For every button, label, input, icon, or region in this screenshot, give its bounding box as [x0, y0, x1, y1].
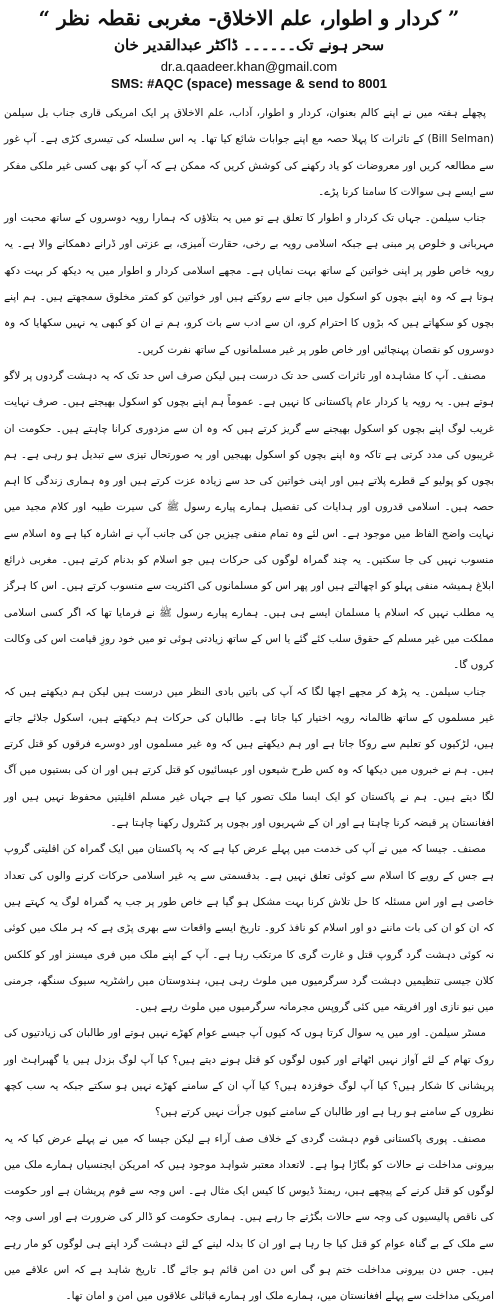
- author-email: dr.a.qaadeer.khan@gmail.com: [160, 59, 338, 74]
- article-paragraph: مصنف۔ آپ کا مشاہدہ اور تاثرات کسی حد تک درست ہیں لیکن صرف اس حد تک کہ یہ دہشت گردوں پر لاگو ہوتے ہیں۔ یہ رویہ یا کردار عام پاکستانی کا نہیں ہے۔ عموماً ہم اپنے بچوں کو اسکول بھیجتے ہیں۔ صرف نہایت غریب لوگ اپنے بچوں کو اسکول بھیجنے سے گریز کرتے ہیں کہ وہ ان سے مزدوری کرانا چاہتے ہیں۔ حکومت ان غریبوں کی مدد کرتی ہے تاکہ وہ اپنے بچوں کو اسکول بھیجیں اور یہ صورتحال تیزی سے تبدیل ہو رہی ہے۔ ہم بچوں کو پولیو کے قطرے پلاتے ہیں اور اپنی خواتین کی حد سے زیادہ عزت کرتے ہیں اور وہ ہماری زندگی کا اہم حصہ ہیں۔ اسلامی قدروں اور ہدایات کی تفصیل ہمارے پیارے رسول ﷺ کی سیرت طیبہ اور کلام مجید میں نہایت واضح الفاظ میں موجود ہے۔ اس لئے وہ تمام منفی چیزیں جن کی جانب آپ نے اشارہ کیا ہے وہ اسلام سے منسوب نہیں کی جا سکتیں۔ یہ چند گمراہ لوگوں کی حرکات ہیں جو اسلام کو بدنام کرتے ہیں۔ مغربی ذرائع ابلاغ ہمیشہ منفی پہلو کو اچھالتے ہیں اور پھر اس کو مسلمانوں کی اکثریت سے منسوب کرتے ہیں۔ اس کا ہرگز یہ مطلب نہیں کہ اسلام یا مسلمان ایسے ہی ہیں۔ ہمارے پیارے رسول ﷺ نے فرمایا تھا کہ اگر کسی اسلامی مملکت میں غیر مسلم کے حقوق سلب کئے گئے یا اس کے ساتھ زیادتی ہوئی تو میں خود روزِ قیامت اس کی وکالت کروں گا۔: [4, 369, 494, 672]
- article-paragraph: جناب سیلمن۔ یہ پڑھ کر مجھے اچھا لگا کہ آپ کی باتیں بادی النظر میں درست ہیں لیکن ہم دیکھتے ہیں کہ غیر مسلموں کے ساتھ ظالمانہ رویہ اختیار کیا جاتا ہے۔ طالبان کی حرکات ہم دیکھتے ہیں، اسکول جلائے جاتے ہیں، لڑکیوں کو تعلیم سے روکا جاتا ہے اور ہم دیکھتے ہیں کہ وہ غیر مسلموں اور دوسرے فرقوں کو قتل کرتے ہیں۔ ہم نے خبروں میں دیکھا کہ وہ کس طرح شیعوں اور عیسائیوں کو قتل کرتے ہیں اور ان کی بستیوں میں آگ لگا دیتے ہیں۔ ہم نے پاکستان کو ایک ایسا ملک تصور کیا ہے جہاں غیر مسلم اقلیتیں محفوظ نہیں ہیں اور افغانستان پر قبضہ کرنا چاہتا ہے اور ان کے شہریوں اور بچوں پر کنٹرول رکھنا چاہتا ہے۔: [4, 685, 494, 830]
- sms-instructions: SMS: #AQC (space) message & send to 8001: [111, 76, 387, 91]
- article-paragraph: مصنف۔ پوری پاکستانی قوم دہشت گردی کے خلاف صف آراء ہے لیکن جیسا کہ میں نے پہلے عرض کیا کہ یہ بیرونی مداخلت نے حالات کو بگاڑا ہوا ہے۔ لاتعداد معتبر شواہد موجود ہیں کہ امریکن ایجنسیاں ہمارے ملک میں لوگوں کو قتل کرنے کے پیچھے ہیں، ریمنڈ ڈیوس کا کیس ایک مثال ہے۔ اس وجہ سے قوم پریشان ہے اور حکومت کی ناقص پالیسیوں کی وجہ سے حالات بگڑتے جا رہے ہیں۔ ہماری حکومت کو ڈالر کی ضرورت ہے اور اسی وجہ سے ملک کے بے گناہ عوام کو قتل کیا جا رہا ہے اور ان کا بدلہ لینے کے لئے دہشت گرد اپنے ہی لوگوں کو مار رہے ہیں۔ جس دن بیرونی مداخلت ختم ہو گی اس دن امن قائم ہو جائے گا۔ تاریخ شاہد ہے کہ اس علاقے میں امریکی مداخلت سے پہلے افغانستان میں، ہمارے ملک اور ہمارے قبائلی علاقوں میں امن و امان تھا۔: [4, 1132, 494, 1303]
- article-paragraph: مسٹر سیلمن۔ اور میں یہ سوال کرتا ہوں کہ کیوں آپ جیسے عوام کھڑے نہیں ہوتے اور طالبان کی زیادتیوں کی روک تھام کے لئے آواز نہیں اٹھاتے اور کیوں لوگوں کو قتل ہونے دیتے ہیں؟ کیا آپ لوگ بزدل ہیں یا گھبراہٹ اور پریشانی کا شکار ہیں؟ کیا آپ لوگ خوفزدہ ہیں؟ کیا آپ ان کے سامنے کھڑے نہیں ہو سکتے جبکہ یہ سب کچھ نظروں کے سامنے ہو رہا ہے اور طالبان کے سامنے کیوں جرأت نہیں کرتے ہیں؟: [4, 1027, 494, 1119]
- article-byline: سحر ہونے تک۔۔۔۔۔۔ ڈاکٹر عبدالقدیر خان: [113, 36, 385, 54]
- article-paragraph: مصنف۔ جیسا کہ میں نے آپ کی خدمت میں پہلے عرض کیا ہے کہ یہ پاکستان میں ایک گمراہ کن اقلیتی گروپ ہے جس کے رویے کا اسلام سے کوئی تعلق نہیں ہے۔ بدقسمتی سے یہ غیر اسلامی حرکات کرنے والوں کی تعداد خاصی ہے اور اس مسئلہ کا حل تلاش کرنا بہت مشکل ہو گیا ہے خاص طور پر جب یہ گمراہ لوگ یہ کہتے ہیں کہ ان کو ان کی بات ماننے دو اور اسلام کو نافذ کرو۔ تاریخ ایسے واقعات سے بھری پڑی ہے کہ ہر ملک میں کوئی نہ کوئی دہشت گرد گروپ قتل و غارت گری کا مرتکب رہا ہے۔ آپ کے اپنے ملک میں فری میسنز اور کو کلکس کلان جیسی تنظیمیں دہشت گرد سرگرمیوں میں ملوث رہی ہیں، ہندوستان میں راشٹریہ سیوک سنگھ، جرمنی میں نیو نازی اور افریقہ میں کئی گروپس مجرمانہ سرگرمیوں میں ملوث رہے ہیں۔: [4, 843, 494, 1014]
- article-title: ” کردار و اطوار، علم الاخلاق- مغربی نقطہ نظر “: [38, 6, 460, 30]
- article-body: [4, 100, 494, 1303]
- article-paragraph: پچھلے ہفتہ میں نے اپنے کالم بعنوان، کردار و اطوار، آداب، علم الاخلاق پر ایک امریکی قاری جناب بل سیلمن (Bill Selman) کے تاثرات کا پہلا حصہ مع اپنے جوابات شائع کیا تھا۔ یہ اس سلسلہ کی تیسری کڑی ہے۔ آپ غور سے مطالعہ کریں اور معروضات کو یاد رکھنے کی کوشش کریں کہ ممکن ہے کہ آپ کو بھی کسی غیر ملکی مفکر سے ایسے ہی سوالات کا سامنا کرنا پڑے۔: [4, 107, 494, 198]
- article-paragraph: جناب سیلمن۔ جہاں تک کردار و اطوار کا تعلق ہے تو میں یہ بتلاؤں کہ ہمارا رویہ دوسروں کے ساتھ محبت اور مہربانی و خلوص پر مبنی ہے جبکہ اسلامی رویہ بے رخی، حقارت آمیزی، بے عزتی اور ڈرانے دھمکانے والا ہے۔ یہ رویہ خاص طور پر اپنی خواتین کے ساتھ بہت نمایاں ہے۔ مجھے اسلامی کردار و اطوار میں یہ دیکھ کر بہت دکھ ہوتا ہے کہ وہ اپنے بچوں کو اسکول میں جانے سے روکتے ہیں اور خواتین کو کمتر مخلوق سمجھتے ہیں۔ ہم اپنے بچوں کو سکھاتے ہیں کہ بڑوں کا احترام کرو، ان سے ادب سے بات کرو، ہم نے ان کو کبھی یہ نہیں سکھایا کہ وہ دوسروں کو نقصان پہنچائیں اور خاص طور پر غیر مسلمانوں کے ساتھ نفرت کریں۔: [4, 212, 494, 356]
